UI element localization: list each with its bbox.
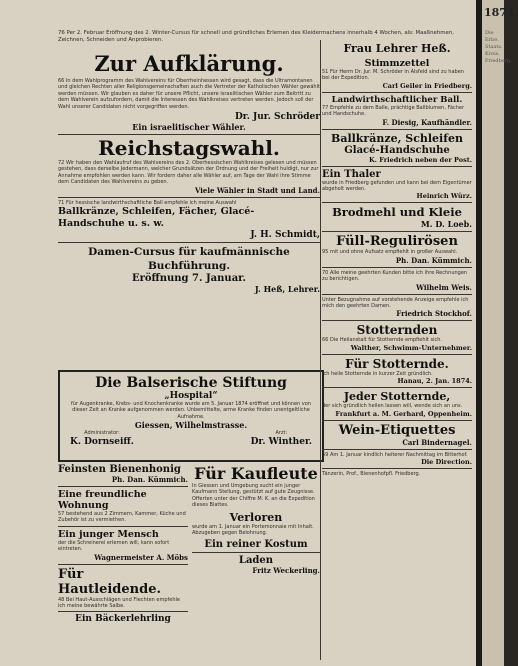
aufklaerung-sig2: Ein israelitischer Wähler. bbox=[132, 122, 246, 133]
notice2-sig: Friedrich Stockhof. bbox=[396, 309, 472, 319]
adjacent-page bbox=[482, 0, 518, 666]
wohnung-body: 57 bestehend aus 2 Zimmern, Kammer, Küche und Zubehör ist zu vermiethen. bbox=[58, 511, 186, 524]
laden-title: Laden bbox=[238, 555, 274, 567]
ball-body: 77 Empfehle zu dem Balle, prächtige Ballblumen, Fächer und Handschuhe. bbox=[322, 104, 465, 118]
schmidt-intro: 71 Für hessische landwirthschaftliche Ball empfehle ich meine Auswahl bbox=[58, 199, 237, 206]
wohnung-title: Eine freundliche Wohnung bbox=[58, 489, 147, 511]
laden-sig: Fritz Weckerling. bbox=[252, 566, 320, 576]
adjacent-page-number: 1874. bbox=[484, 6, 518, 19]
stottern3-body: der sich gründlich heilen lassen will, wende sich an uns. bbox=[322, 403, 463, 410]
mensch-sig: Wagnermeister A. Möbs bbox=[94, 552, 188, 562]
stiftung-doctor-label: Arzt: bbox=[275, 430, 288, 437]
stottern3-sig: Frankfurt a. M. Gerhard, Oppenheim. bbox=[335, 409, 472, 418]
thaler-body: wurde in Friedberg gefunden und kann bei dem Eigentümer abgeholt werden. bbox=[322, 179, 472, 193]
stottern1-title: Stotternden bbox=[356, 323, 438, 338]
ballkraenze-title: Ballkränze, Schleifen bbox=[331, 131, 463, 145]
notice1-sig: Wilhelm Weis. bbox=[416, 282, 472, 292]
handleidende-title: Für Hautleidende. bbox=[58, 566, 162, 597]
stiftung-sub: „Hospital“ bbox=[164, 391, 218, 401]
right-column bbox=[322, 58, 472, 478]
thaler-title: Ein Thaler bbox=[322, 168, 381, 180]
bienenhonig-title: Feinsten Bienenhonig bbox=[58, 464, 181, 475]
kostum-title: Ein reiner Kostum bbox=[204, 539, 308, 551]
ballkraenze-sig: K. Friedrich neben der Post. bbox=[369, 155, 472, 164]
schmidt-sig: J. H. Schmidt, bbox=[250, 230, 320, 241]
kaufleute-title: Für Kaufleute bbox=[194, 464, 318, 483]
stottern1-sig: Walther, Schwimm-Unternehmer. bbox=[350, 343, 472, 352]
stottern2-title: Für Stotternde. bbox=[345, 356, 449, 371]
column-divider bbox=[320, 40, 321, 660]
reichstag-title: Reichstagswahl. bbox=[98, 136, 280, 161]
baeckerlehrling-title: Ein Bäckerlehrling bbox=[75, 614, 171, 625]
fuell-sig: Ph. Dan. Kümmich. bbox=[395, 255, 472, 265]
thaler-sig: Heinrich Würz. bbox=[416, 192, 472, 201]
mensch-body: der die Schreinerei erlernen will, kann sofort eintreten. bbox=[58, 539, 170, 553]
stiftung-admin: K. Dornseiff. bbox=[70, 436, 134, 447]
top-header-line: 76 Per 2. Februar Eröffnung des 2. Winter-Cursus für schnell und gründliches Erlernen des Kleidermachens innerhalb 4 Wochen, als: Maaßnehmen, Zeichnen, Schneiden und Anprobieren. bbox=[58, 30, 454, 43]
verloren-body: wurde am 1. Januar ein Portemonnaie mit Inhalt. Abzugeben gegen Belohnung. bbox=[192, 523, 314, 537]
stimmzettel-sig: Carl Geiler in Friedberg. bbox=[382, 81, 472, 90]
notice3-body: 59 Am 1. Januar kindlich heiterer Nachmittag im Bitterhof. bbox=[322, 451, 468, 458]
stottern2-sig: Hanau, 2. Jan. 1874. bbox=[397, 377, 472, 386]
stottern2-body: Ich heile Stotternde in kurzer Zeit gründlich. bbox=[322, 370, 433, 377]
notice3-sig: Die Direction. bbox=[421, 458, 472, 467]
aufklaerung-title: Zur Aufklärung. bbox=[94, 51, 284, 76]
kaufleute-body: In Giessen und Umgebung sucht ein junger Kaufmann Stellung, gestützt auf gute Zeugnisse. Offerten unter der Chiffre M. K. an die Expedition dieses Blattes. bbox=[192, 483, 315, 509]
left-column bbox=[58, 40, 320, 294]
ball-title: Landwirthschaftlicher Ball. bbox=[331, 94, 463, 105]
fuell-title: Füll-Regulirösen bbox=[336, 234, 458, 250]
stiftung-lines: für Augenkranke, Krebs- und Knochenkranke wurde am 5. Januar 1874 eröffnet und können von dieser Zeit an Kranke aufgenommen werden. Unbemittelte, arme Kranke finden unentgeltliche Aufnahme. bbox=[71, 401, 311, 420]
stottern3-title: Jeder Stotternde, bbox=[343, 390, 451, 404]
stiftung-doctor: Dr. Winther. bbox=[250, 436, 312, 447]
bottom-left-column bbox=[58, 464, 188, 624]
handleidende-body: 48 Bei Haut-Ausschlägen und Flechten empfehle ich meine bewährte Salbe. bbox=[58, 596, 181, 610]
stottern1-body: 66 Die Heilanstalt für Stotternde empfiehlt sich. bbox=[322, 337, 442, 344]
fuell-body: 95 mit und ohne Aufsatz empfiehlt in großer Auswahl. bbox=[322, 249, 458, 256]
notice1-body: 70 Alle meine geehrten Kunden bitte ich ihre Rechnungen zu berichtigen. bbox=[322, 269, 468, 283]
brodmehl-sig: M. D. Loeb. bbox=[420, 219, 472, 230]
bottom-middle-column bbox=[192, 464, 320, 575]
stimmzettel-title: Stimmzettel bbox=[364, 58, 430, 69]
damen-title: Damen-Cursus für kaufmännische Buchführung. bbox=[88, 246, 290, 273]
reichstag-body: 72 Wir haben den Wahlaufruf des Wahlvereins des 2. Oberhessischen Wahlkreises gelesen und müssen gestehen, dass derselbe Jedermann, welcher Grundsätzen der Ordnung und der Freiheit huldigt, nur zur Annahme empfohlen werden kann. Wir fordern daher alle Wähler auf, am Tage der Wahl ihre Stimme dem Candidaten des Wahlvereins zu geben. bbox=[58, 160, 319, 186]
ball-sig: F. Diesig, Kaufhändler. bbox=[382, 117, 472, 127]
damen-sub: Eröffnung 7. Januar. bbox=[131, 273, 247, 285]
wein-title: Wein-Etiquettes bbox=[338, 422, 456, 438]
stiftung-admin-label: Administrator: bbox=[84, 430, 120, 437]
verloren-title: Verloren bbox=[229, 510, 283, 524]
reichstag-sig: Viele Wähler in Stadt und Land. bbox=[194, 185, 320, 195]
mensch-title: Ein junger Mensch bbox=[58, 528, 159, 540]
adjacent-page-text: Die Erbe. Staats. Kreis. Friedberg. bbox=[485, 30, 512, 64]
brodmehl-title: Brodmehl und Kleie bbox=[332, 205, 462, 220]
wein-sig: Carl Bindernagel. bbox=[402, 437, 472, 447]
damen-sig: J. Heß, Lehrer. bbox=[254, 284, 320, 295]
header-title: Frau Lehrer Heß. bbox=[343, 42, 451, 55]
stiftung-box bbox=[58, 370, 324, 462]
aufklaerung-sig1: Dr. Jur. Schröder bbox=[235, 112, 320, 123]
stiftung-place: Giessen, Wilhelmstrasse. bbox=[134, 420, 248, 431]
stiftung-title: Die Balserische Stiftung bbox=[95, 375, 287, 391]
bienenhonig-sig: Ph. Dan. Kümmich. bbox=[111, 475, 188, 484]
schmidt-main: Ballkränze, Schleifen, Fächer, Glacé-Handschuhe u. s. w. bbox=[58, 206, 255, 230]
notice4-body: Tänzerin, Prof., Bienenhofpfl. Friedberg. bbox=[322, 471, 421, 478]
notice2-body: Unter Bezugnahme auf vorstehende Anzeige empfehle ich mich den geehrten Damen. bbox=[322, 296, 469, 310]
stimmzettel-body: 51 Für Herrn Dr. Jur. M. Schröder in Alsfeld sind zu haben bei der Expedition. bbox=[322, 69, 464, 82]
aufklaerung-body: 66 In dem Wahlprogramm des Wahlvereins für Oberrheinhessen wird gesagt, dass die Ultramontanen und gleichen Rechten aller Religionsgemeinschaften auch die Vertreter der Katholischen Wähler gewählt werden müssen. Wir glauben es daher für unsere Pflicht, unsere israelitischen Wähler zum Beitritt zu dem Wahlverein aufzufordern, damit die Interessen des Wahlkreises vertreten werden. Jedoch soll der Wahl unserer Candidaten nicht vorgegriffen werden. bbox=[58, 78, 320, 110]
ballkraenze-sub: Glacé-Handschuhe bbox=[344, 144, 450, 156]
